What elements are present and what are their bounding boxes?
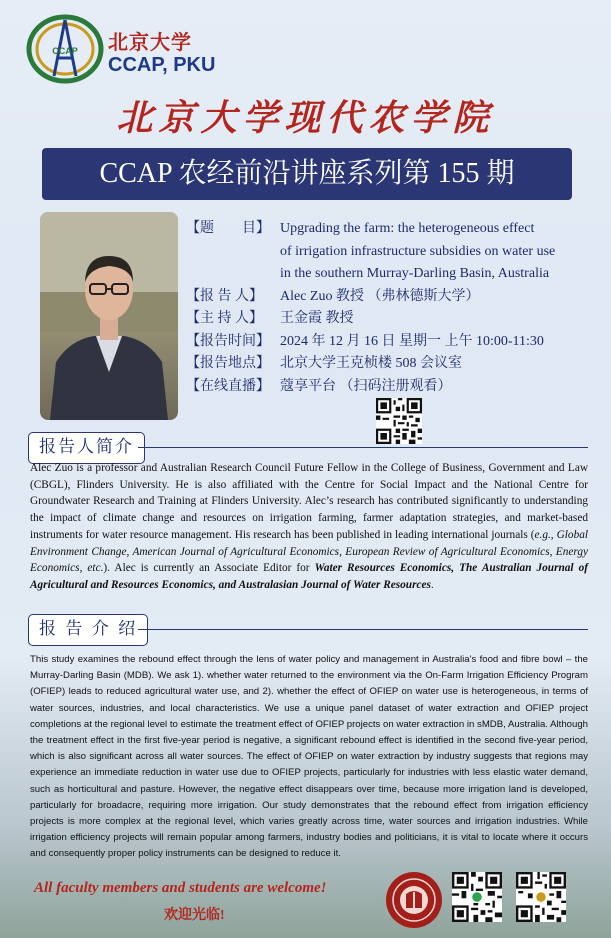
- bio-editor-journals: Water Resources Economics, The Australian Journal of Agricultural and Resources Economics, and Australasian Journal of Water Resources: [30, 562, 588, 591]
- welcome-english: All faculty members and students are welcome!: [34, 880, 327, 896]
- speaker-label: 【报 告 人】: [186, 288, 263, 304]
- live-label: 【在线直播】: [186, 378, 270, 394]
- ccap-logo: [26, 14, 226, 84]
- speaker-portrait-icon: [40, 212, 178, 420]
- host-value: 王金霞 教授: [280, 311, 354, 326]
- ccap-emblem-icon: [26, 14, 104, 84]
- title-line-3: in the southern Murray-Darling Basin, Australia: [280, 266, 550, 281]
- title-value: [280, 218, 596, 286]
- speaker-value: Alec Zuo 教授 （弗林德斯大学）: [280, 288, 480, 304]
- host-label: 【主 持 人】: [186, 311, 263, 326]
- title-line-2: of irrigation infrastructure subsidies on water use: [280, 243, 556, 259]
- lecture-info: [186, 218, 596, 398]
- institute-name: 北京大学现代农学院: [116, 98, 495, 138]
- pku-seal-icon: [384, 870, 444, 930]
- live-value: 蔻享平台 （扫码注册观看）: [280, 378, 452, 394]
- emblem-letters: CCAP: [52, 46, 78, 56]
- title-label: 【题 目】: [186, 221, 270, 236]
- speaker-bio: [30, 460, 588, 594]
- bio-text-3: .: [430, 578, 434, 591]
- abstract-divider: [138, 629, 588, 630]
- bio-example-journals: e.g., Global Environment Change, American Journal of Agricultural Economics, European Review of Agricultural Economics, Energy Economics, etc.: [30, 528, 589, 575]
- bio-text-1: Alec Zuo is a professor and Australian Research Council Future Fellow in the College of Business, Government and Law (CBGL), Flinders University. He is also affiliated with the Centre for Social Impact and the National Centre for Groundwater Research and Training at Flinders University. Alec’s research has contributed significantly to understanding the impact of climate change and resources on irrigation farming, farmer adaptation strategies, and market-based instruments for water resource management. His research has been published in leading international journals (: [30, 462, 588, 541]
- wechat-qr-code-1[interactable]: [452, 872, 502, 922]
- title-row: [186, 218, 596, 286]
- place-value: 北京大学王克桢楼 508 会议室: [280, 356, 462, 371]
- place-row: [186, 353, 596, 376]
- abstract-section-title: 报 告 介 绍: [28, 614, 148, 646]
- bio-text-2: ). Alec is currently an Associate Editor for: [103, 562, 315, 575]
- host-row: [186, 308, 596, 331]
- time-label: 【报告时间】: [186, 333, 270, 349]
- speaker-row: [186, 286, 596, 309]
- wechat-qr-code-2[interactable]: [516, 872, 566, 922]
- bio-divider: [138, 447, 588, 448]
- place-label: 【报告地点】: [186, 356, 270, 371]
- time-row: [186, 331, 596, 354]
- lecture-abstract: This study examines the rebound effect through the lens of water policy and management in Australia's food and fibre bowl – the Murray-Darling Basin (MDB). We ask 1). whether water returned to the environment via the On-Farm Irrigation Efficiency Program (OFIEP) leads to reduced agricultural water use, and 2). whether the effect of OFIEP on water use is heterogeneous, in terms of water sources, industries, and local characteristics. We use a unique panel dataset of water extraction and OFIEP project completions at the regional level to estimate the treatment effect of OFIEP projects on water extraction in sMDB, Australia. Although the treatment effect in the first five-year period is negative, a significant rebound effect is identified in the second five-year period, which is also significant across all water sources. The effect of OFIEP on water extraction by industry suggests that regions may experience an immediate reduction in water use due to OFIEP projects, particularly for industries with less elastic water demand, such as horticultural and pasture. However, the negative effect disappears over time, because more irrigation land is developed, particularly for broadacre, requiring more irrigation. Our study demonstrates that the rebound effect from irrigation efficiency projects is more complex at the regional level, which varies greatly across time, water sources and irrigation industries. While irrigation efficiency projects will remain popular among farmers, industry bodies and politicians, it is vital to locate where it occurs and consequently proper policy instruments can be designed to reduce it.: [30, 654, 588, 860]
- speaker-photo: [40, 212, 178, 420]
- time-value: 2024 年 12 月 16 日 星期一 上午 10:00-11:30: [280, 333, 544, 349]
- logo-en-text: CCAP, PKU: [108, 54, 216, 76]
- title-line-1: Upgrading the farm: the heterogeneous effect: [280, 221, 535, 236]
- live-row: [186, 376, 596, 399]
- bio-section-title: 报告人简介: [28, 432, 145, 464]
- lecture-series-banner: CCAP 农经前沿讲座系列第 155 期: [42, 148, 572, 200]
- welcome-chinese: 欢迎光临!: [164, 908, 225, 923]
- logo-cn-text: 北京大学: [108, 32, 192, 54]
- live-stream-qr-code[interactable]: [376, 398, 422, 444]
